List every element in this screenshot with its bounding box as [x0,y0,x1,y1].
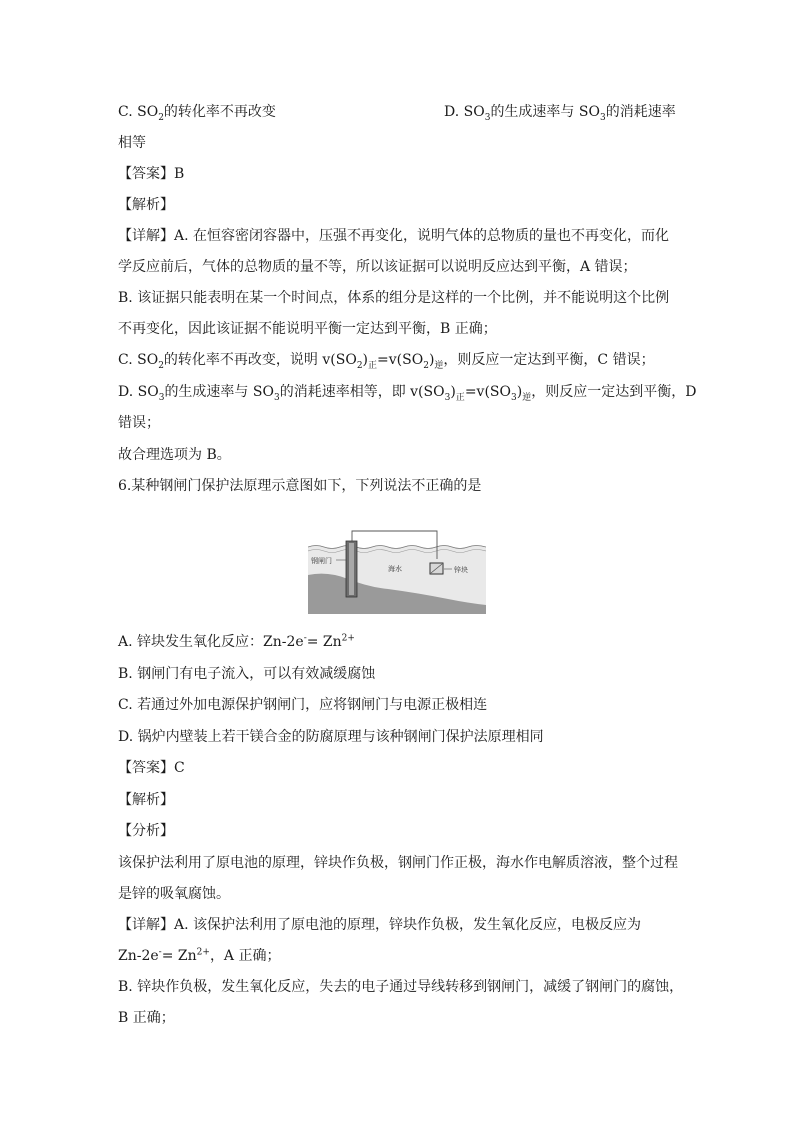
q6-option-d: D. 锅炉内壁装上若干镁合金的防腐原理与该种钢闸门保护法原理相同 [118,729,544,745]
steel-gate-protection-diagram [308,527,486,614]
q6-analysis-line2: 是锌的吸氧腐蚀。 [118,886,230,902]
q6-stem: 6.某种钢闸门保护法原理示意图如下，下列说法不正确的是 [118,478,482,494]
q6-option-b: B. 钢闸门有电子流入，可以有效减缓腐蚀 [118,666,376,682]
q5-answer: 【答案】B [118,166,185,182]
q5-detail-b-line1: B. 该证据只能表明在某一个时间点，体系的组分是这样的一个比例，并不能说明这个比例 [118,290,670,306]
label-sea-water: 海水 [388,565,402,573]
label-steel-gate: 钢闸门 [311,557,332,565]
label-zinc-block: 锌块 [454,566,468,574]
q6-detail-b-line1: B. 锌块作负极，发生氧化反应，失去的电子通过导线转移到钢闸门，减缓了钢闸门的腐蚀， [118,979,684,995]
q6-analysis-line1: 该保护法利用了原电池的原理，锌块作负极，钢闸门作正极，海水作电解质溶液，整个过程 [118,855,678,871]
q5-option-c: C. $SO_2$的转化率不再改变 [118,104,276,123]
q5-analysis-heading: 【解析】 [118,197,174,213]
q6-breakdown-heading: 【分析】 [118,823,174,839]
q5-detail-d-line2: 错误； [118,415,160,431]
q5-conclusion: 故合理选项为 B。 [118,447,231,463]
q6-answer: 【答案】C [118,760,185,776]
q6-detail-a-line1: 【详解】A. 该保护法利用了原电池的原理，锌块作负极，发生氧化反应，电极反应为 [118,917,642,933]
q6-option-c: C. 若通过外加电源保护钢闸门，应将钢闸门与电源正极相连 [118,697,488,713]
q6-option-a: A. 锌块发生氧化反应：$Zn-2e^-= Zn^{2+}$ [118,633,355,650]
q5-detail-b-line2: 不再变化，因此该证据不能说明平衡一定达到平衡，B 正确； [118,321,497,337]
q5-detail-a-line1: 【详解】A. 在恒容密闭容器中，压强不再变化，说明气体的总物质的量也不再变化，而化 [118,228,670,244]
q6-detail-b-line2: B 正确； [118,1010,175,1026]
q5-option-d-continued: 相等 [118,135,146,151]
q5-detail-c: C. $SO_2$的转化率不再改变，说明 $v(SO_2)_正=v(SO_2)_逆$，则反应一定达到平衡，C 错误； [118,352,655,371]
q6-detail-a-line2: $Zn-2e^-= Zn^{2+}$，A 正确； [118,947,281,964]
q5-option-d: D. $SO_3$的生成速率与 $SO_3$的消耗速率 [444,104,676,123]
q5-detail-d: D. $SO_3$的生成速率与 $SO_3$的消耗速率相等，即 $v(SO_3)_正=v(SO_3)_逆$，则反应一定达到平衡，D [118,384,697,403]
q6-analysis-heading: 【解析】 [118,792,174,808]
q5-detail-a-line2: 学反应前后，气体的总物质的量不等，所以该证据可以说明反应达到平衡，A 错误； [118,259,637,275]
